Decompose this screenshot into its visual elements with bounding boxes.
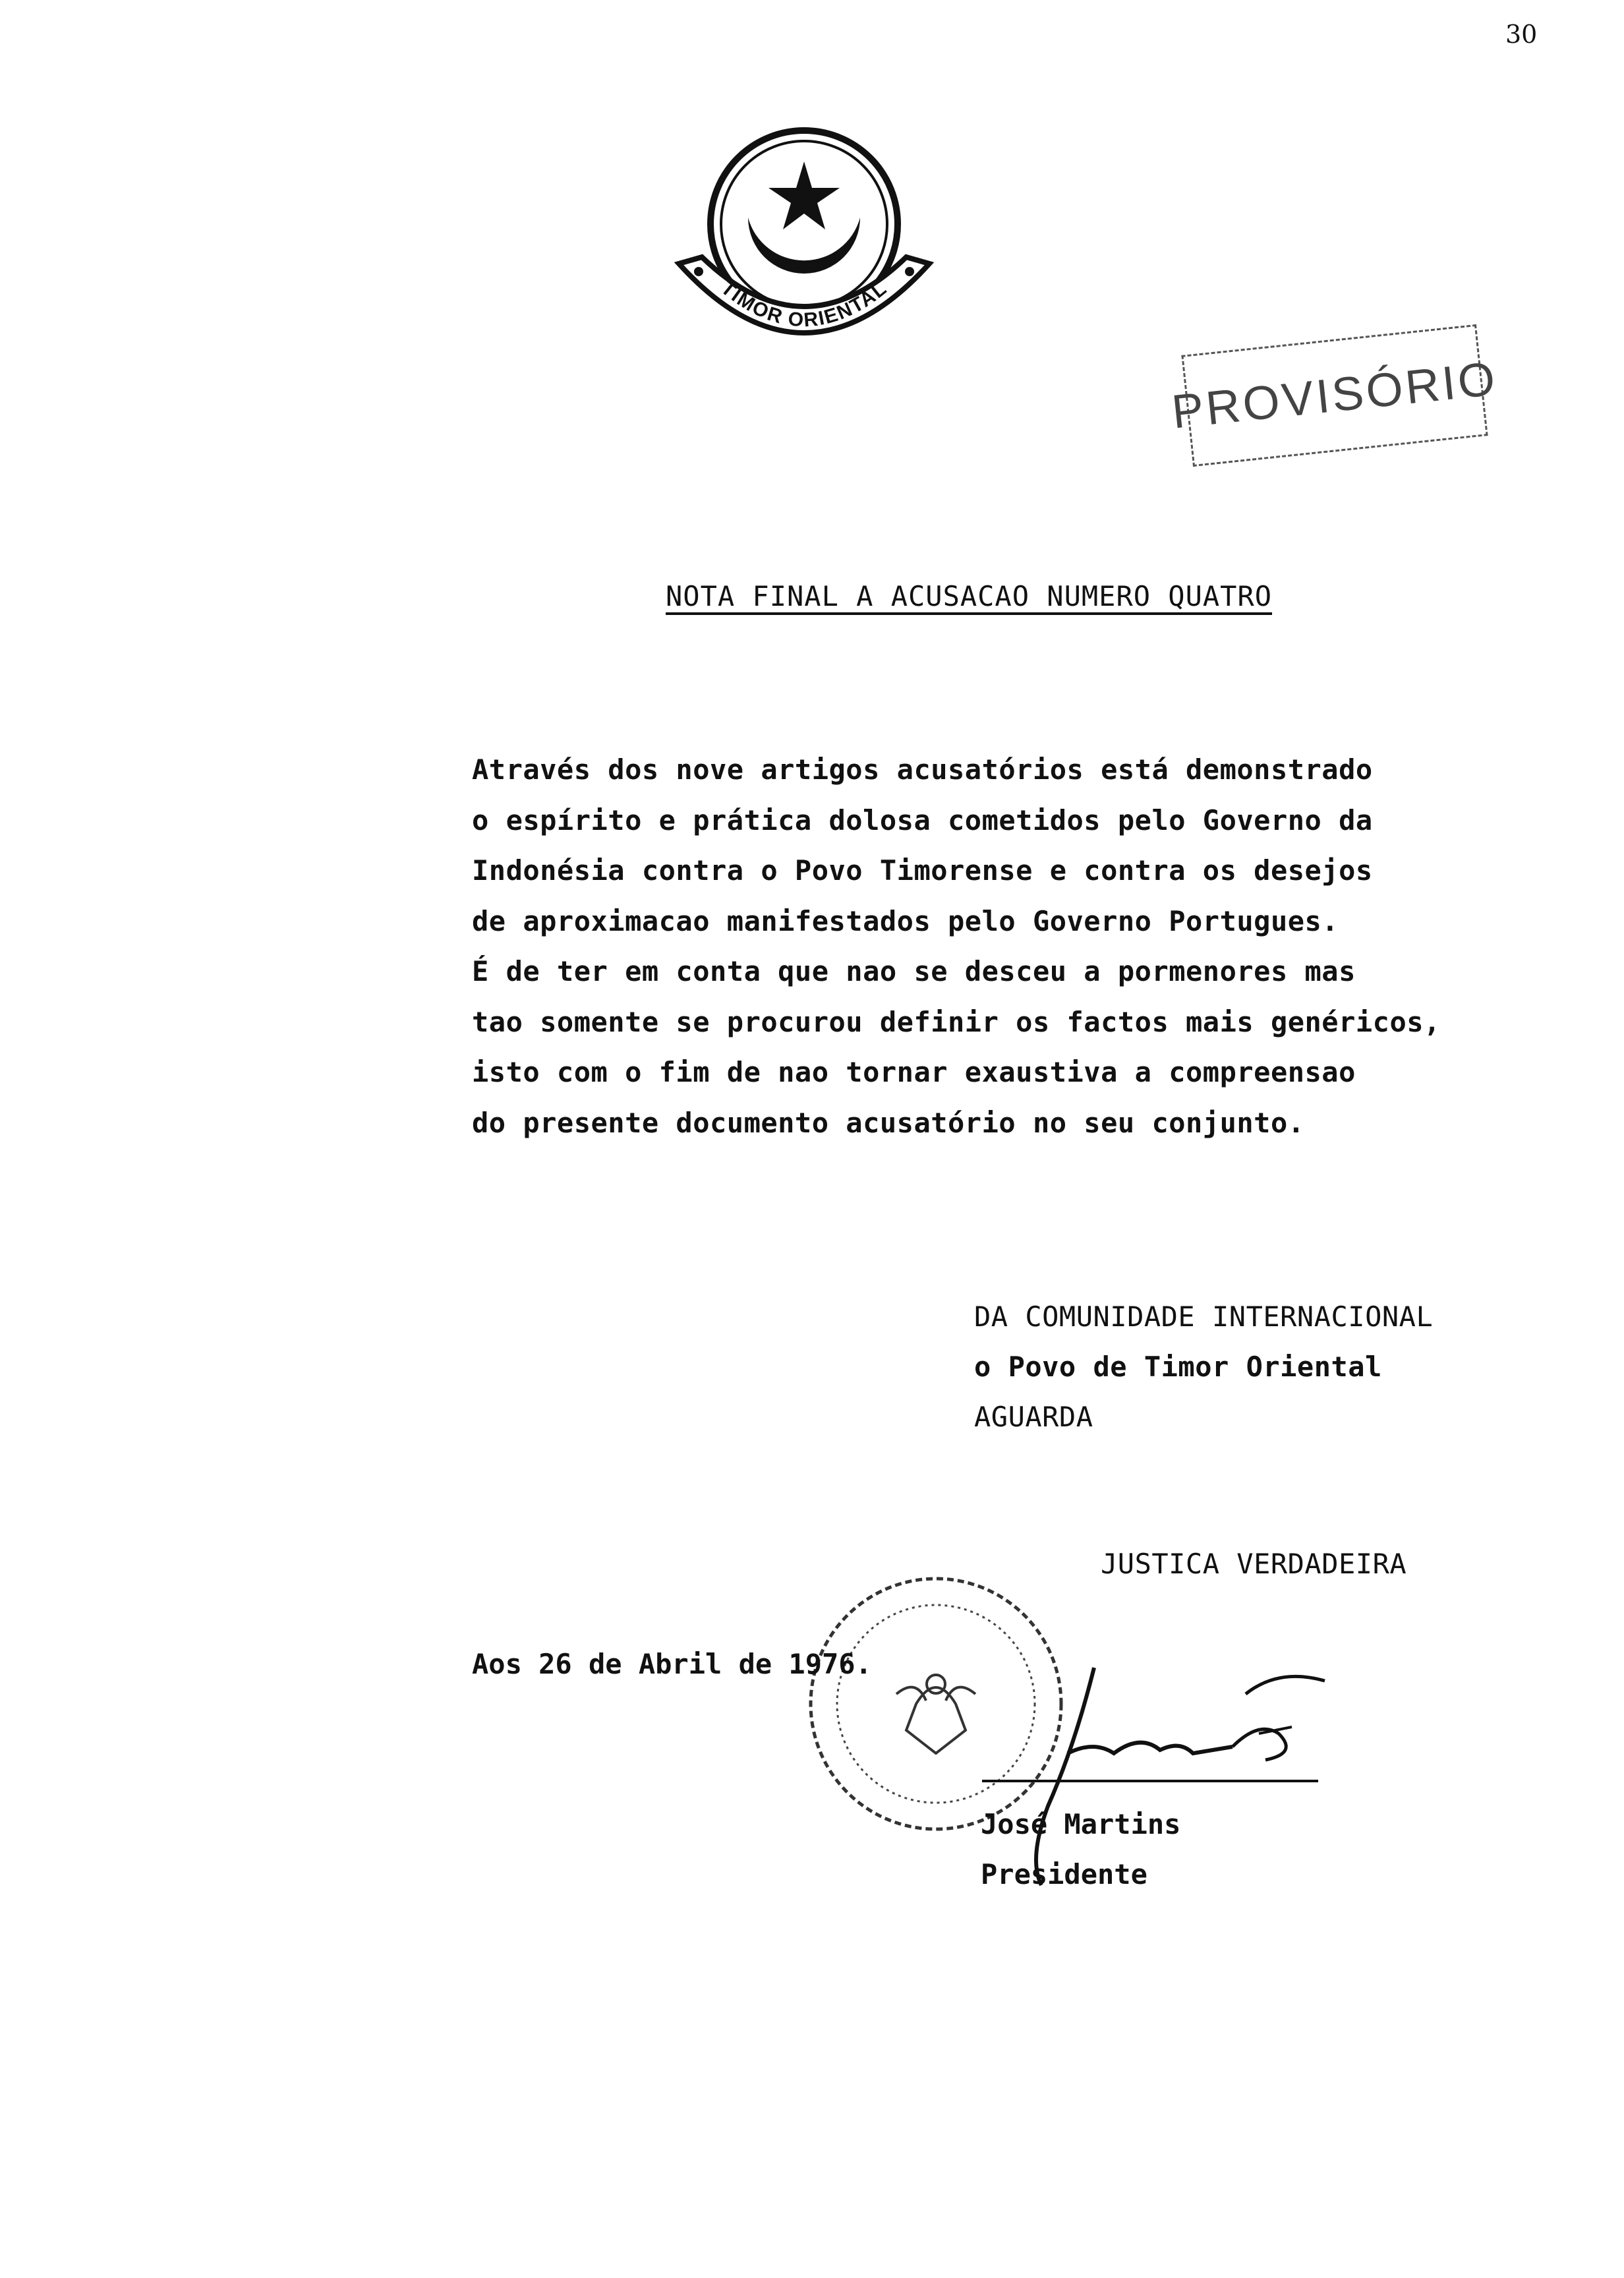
document-date: Aos 26 de Abril de 1976.	[472, 1648, 872, 1680]
emblem-label: TIMOR ORIENTAL	[716, 277, 892, 332]
signer-role: Presidente	[981, 1858, 1147, 1890]
body-line: É de ter em conta que nao se desceu a pormenores mas	[472, 955, 1356, 987]
signature-line	[982, 1780, 1318, 1782]
closing-line: DA COMUNIDADE INTERNACIONAL	[974, 1300, 1434, 1333]
body-line: isto com o fim de nao tornar exaustiva a compreensao	[472, 1056, 1356, 1088]
body-line: Indonésia contra o Povo Timorense e contra os desejos	[472, 854, 1373, 887]
closing-line: AGUARDA	[974, 1401, 1093, 1433]
body-paragraph	[472, 745, 1526, 1148]
stamp-text: PROVISÓRIO	[1169, 352, 1500, 439]
body-line: do presente documento acusatório no seu conjunto.	[472, 1106, 1305, 1139]
body-line: o espírito e prática dolosa cometidos pelo Governo da	[472, 803, 1373, 836]
timor-oriental-emblem-icon	[659, 125, 949, 376]
signer-name: José Martins	[981, 1808, 1181, 1840]
signer-block	[981, 1799, 1180, 1900]
closing-line: JUSTICA VERDADEIRA	[1101, 1548, 1407, 1580]
provisorio-stamp	[1169, 324, 1500, 467]
page-number: 30	[1505, 20, 1538, 49]
body-line: de aproximacao manifestados pelo Governo Portugues.	[472, 904, 1339, 937]
closing-line: o Povo de Timor Oriental	[974, 1351, 1382, 1383]
body-line: tao somente se procurou definir os factos mais genéricos,	[472, 1005, 1441, 1038]
body-line: Através dos nove artigos acusatórios está demonstrado	[472, 753, 1373, 786]
document-title: NOTA FINAL A ACUSACAO NUMERO QUATRO	[666, 580, 1273, 612]
closing-block	[974, 1292, 1433, 1442]
